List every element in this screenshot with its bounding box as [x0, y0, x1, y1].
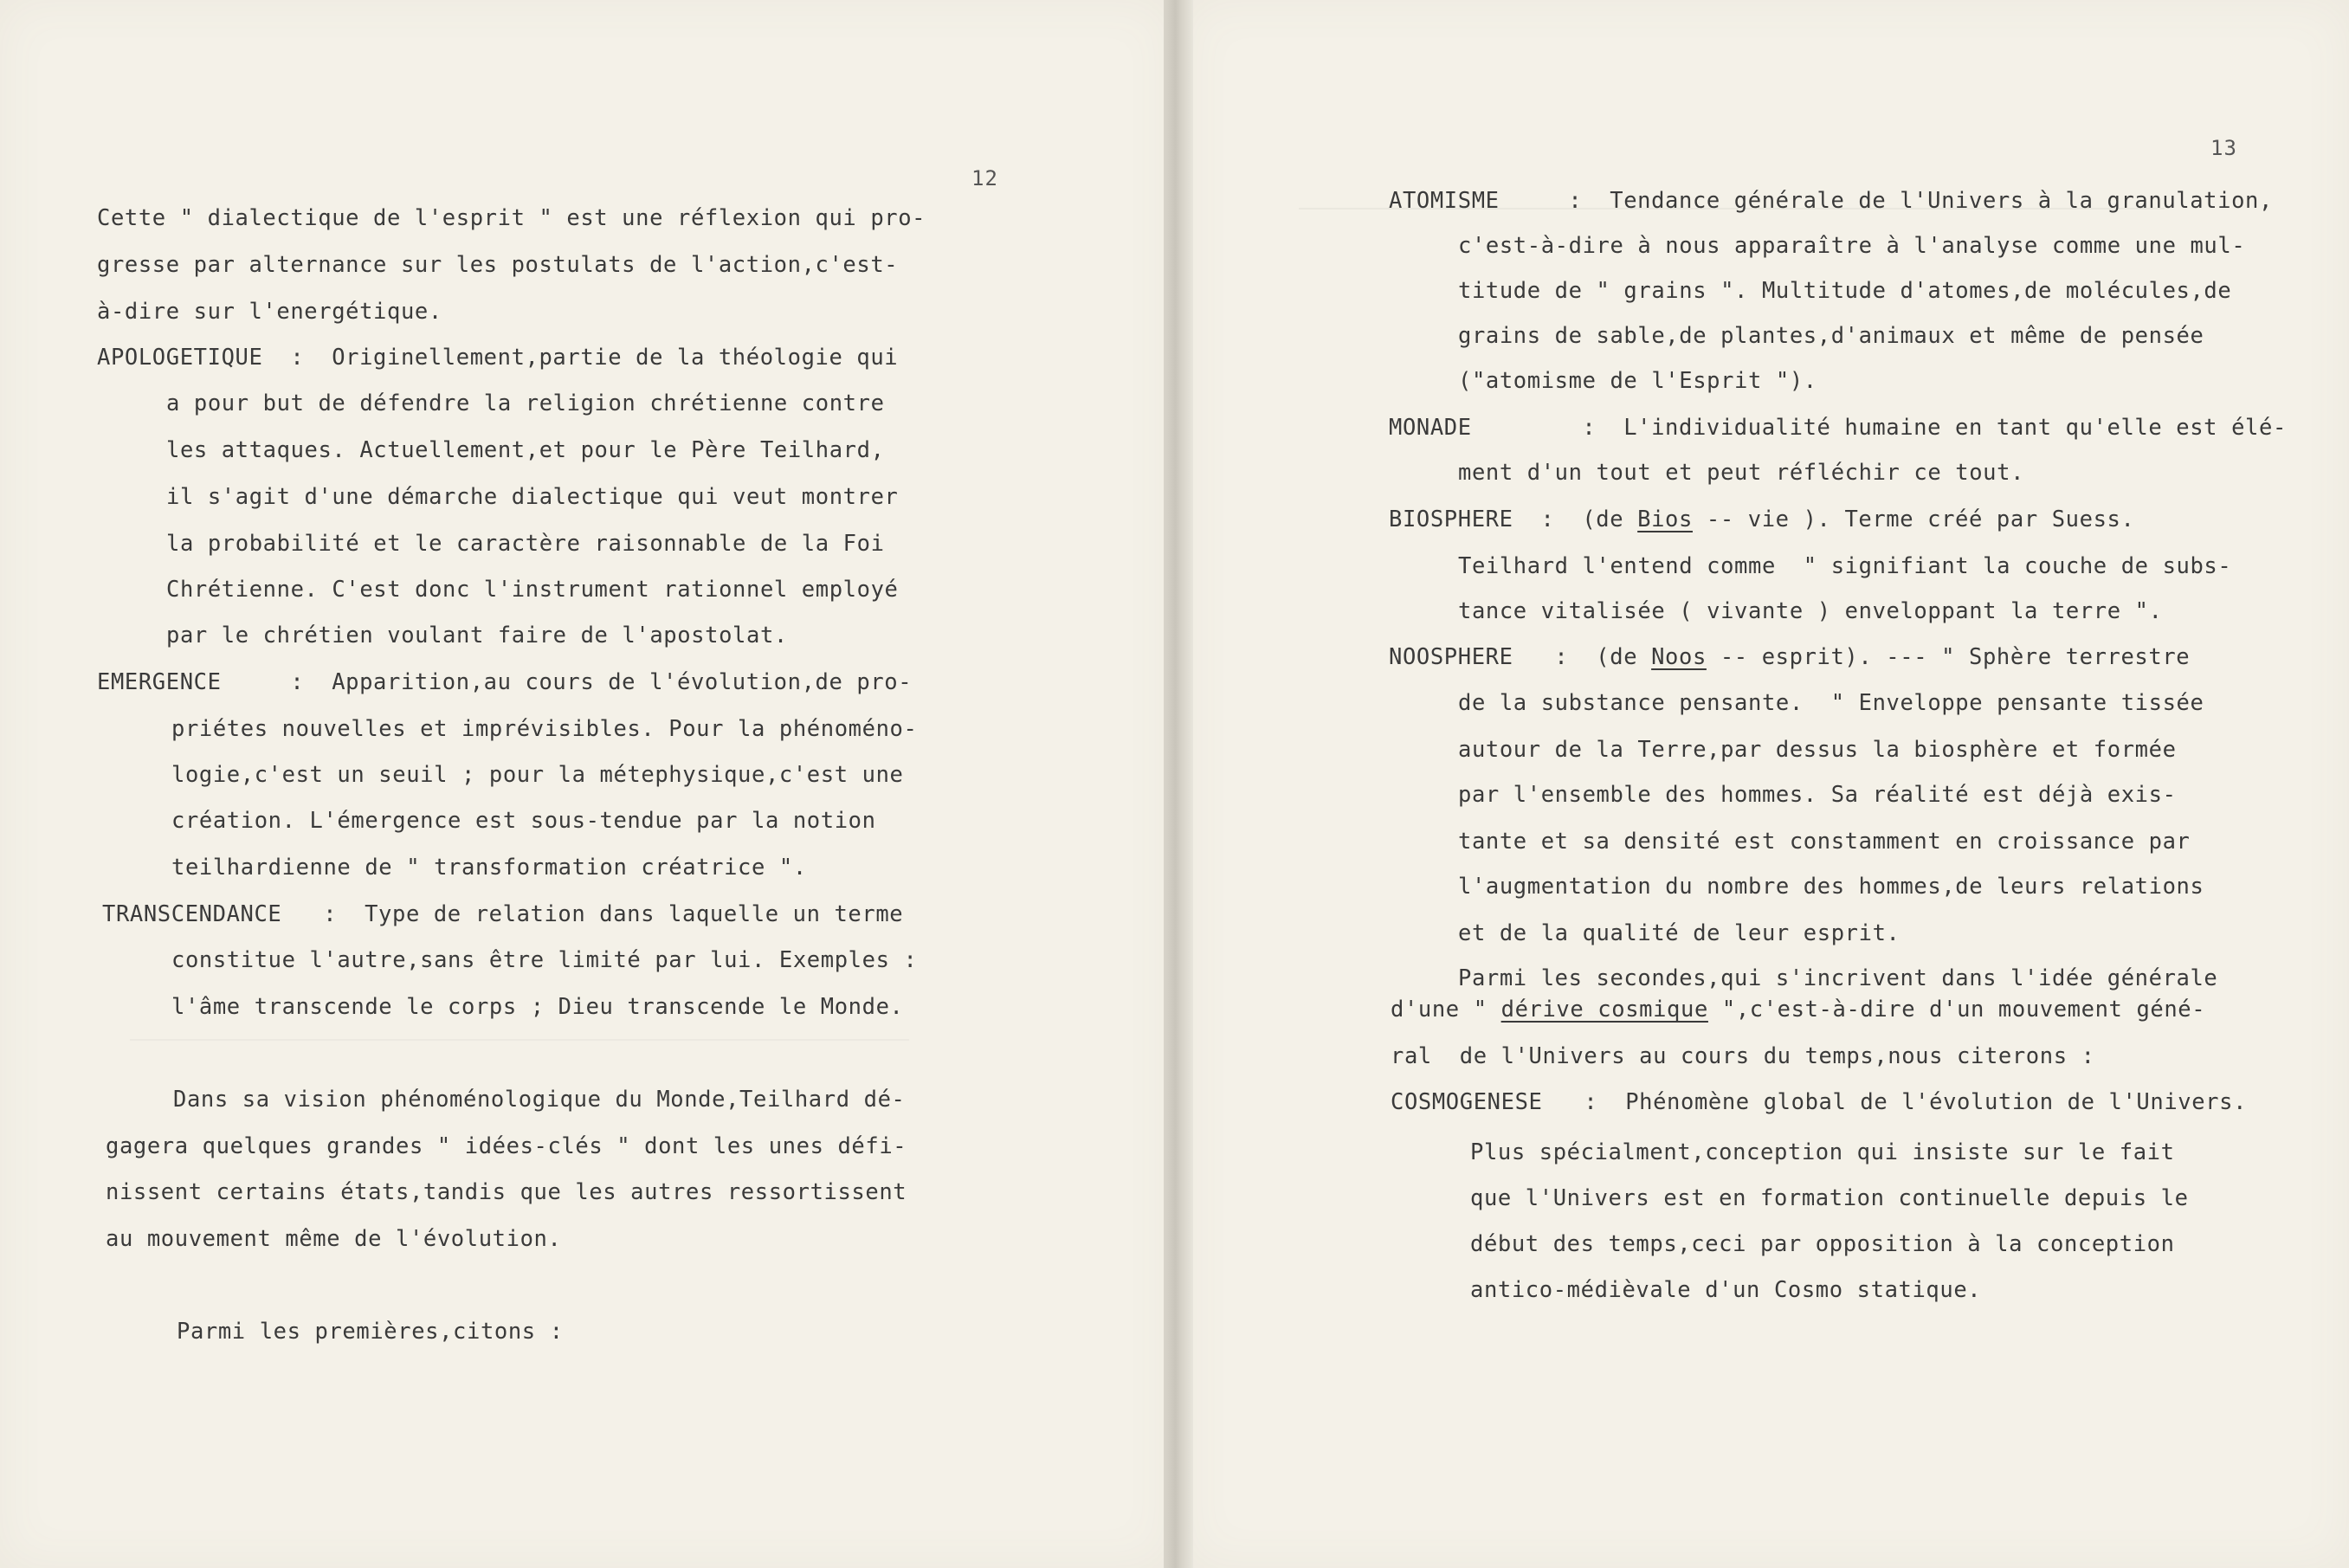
glossary-entry-biosphere — [1389, 506, 2134, 533]
underlined-term: dérive cosmique — [1500, 997, 1708, 1023]
text-fragment: BIOSPHERE : (de — [1389, 507, 1638, 532]
text-line: Parmi les secondes,qui s'incrivent dans l'idée générale — [1458, 965, 2218, 991]
book-gutter — [1164, 0, 1193, 1568]
text-line: à-dire sur l'energétique. — [97, 299, 442, 325]
text-line: par l'ensemble des hommes. Sa réalité est déjà exis- — [1458, 782, 2177, 808]
text-line: création. L'émergence est sous-tendue par la notion — [171, 808, 876, 834]
text-line: Parmi les premières,citons : — [177, 1319, 564, 1345]
glossary-entry-apologetique: APOLOGETIQUE : Originellement,partie de la théologie qui — [97, 345, 899, 371]
text-fragment: ",c'est-à-dire d'un mouvement géné- — [1707, 997, 2206, 1023]
text-line: antico-médièvale d'un Cosmo statique. — [1470, 1277, 1982, 1303]
page-number: 12 — [971, 166, 998, 190]
text-line: logie,c'est un seuil ; pour la métephysique,c'est une — [171, 762, 904, 788]
text-line: début des temps,ceci par opposition à la conception — [1470, 1231, 2175, 1257]
text-line: au mouvement même de l'évolution. — [106, 1226, 562, 1252]
text-line: Cette " dialectique de l'esprit " est une réflexion qui pro- — [97, 205, 926, 231]
text-line: ment d'un tout et peut réfléchir ce tout. — [1458, 460, 2025, 486]
text-line: priétes nouvelles et imprévisibles. Pour la phénoméno- — [171, 716, 918, 742]
text-line: ral de l'Univers au cours du temps,nous citerons : — [1391, 1043, 2095, 1069]
text-line: autour de la Terre,par dessus la biosphère et formée — [1458, 737, 2177, 763]
text-fragment: NOOSPHERE : (de — [1389, 644, 1652, 670]
text-line: teilhardienne de " transformation créatrice ". — [171, 855, 807, 881]
underlined-term: Bios — [1637, 507, 1693, 532]
text-fragment: -- vie ). Terme créé par Suess. — [1692, 507, 2135, 532]
text-line: titude de " grains ". Multitude d'atomes,de molécules,de — [1458, 278, 2232, 304]
show-through-mark — [130, 1039, 909, 1058]
text-line: que l'Univers est en formation continuelle depuis le — [1470, 1185, 2189, 1211]
text-line: tance vitalisée ( vivante ) enveloppant la terre ". — [1458, 598, 2163, 624]
text-line: par le chrétien voulant faire de l'apostolat. — [166, 623, 788, 648]
glossary-entry-cosmogenese: COSMOGENESE : Phénomène global de l'évolution de l'Univers. — [1391, 1089, 2248, 1115]
text-line: nissent certains états,tandis que les autres ressortissent — [106, 1179, 907, 1205]
text-line: c'est-à-dire à nous apparaître à l'analyse comme une mul- — [1458, 233, 2246, 259]
text-line: l'âme transcende le corps ; Dieu transcende le Monde. — [171, 994, 904, 1020]
text-line: ("atomisme de l'Esprit "). — [1458, 368, 1817, 394]
underlined-term: Noos — [1651, 644, 1707, 670]
text-fragment: d'une " — [1391, 997, 1501, 1023]
text-line: a pour but de défendre la religion chrétienne contre — [166, 390, 885, 416]
text-line: Dans sa vision phénoménologique du Monde,Teilhard dé- — [173, 1087, 906, 1113]
text-line: grains de sable,de plantes,d'animaux et même de pensée — [1458, 323, 2204, 349]
page-number: 13 — [2210, 136, 2237, 160]
text-fragment: -- esprit). --- " Sphère terrestre — [1706, 644, 2191, 670]
text-line: tante et sa densité est constamment en croissance par — [1458, 829, 2191, 855]
text-line: gagera quelques grandes " idées-clés " dont les unes défi- — [106, 1133, 907, 1159]
text-line: Plus spécialment,conception qui insiste sur le fait — [1470, 1139, 2175, 1165]
text-line: la probabilité et le caractère raisonnable de la Foi — [166, 531, 885, 557]
glossary-entry-atomisme: ATOMISME : Tendance générale de l'Univers à la granulation, — [1389, 188, 2273, 214]
text-line: il s'agit d'une démarche dialectique qui veut montrer — [166, 484, 899, 510]
text-line: l'augmentation du nombre des hommes,de leurs relations — [1458, 874, 2204, 900]
text-line: constitue l'autre,sans être limité par lui. Exemples : — [171, 947, 918, 973]
text-line: les attaques. Actuellement,et pour le Père Teilhard, — [166, 437, 885, 463]
glossary-entry-noosphere — [1389, 643, 2190, 671]
text-line: gresse par alternance sur les postulats de l'action,c'est- — [97, 252, 899, 278]
glossary-entry-monade: MONADE : L'individualité humaine en tant qu'elle est élé- — [1389, 415, 2287, 441]
glossary-entry-transcendance: TRANSCENDANCE : Type de relation dans laquelle un terme — [102, 901, 904, 927]
text-line: de la substance pensante. " Enveloppe pensante tissée — [1458, 690, 2204, 716]
text-line: Chrétienne. C'est donc l'instrument rationnel employé — [166, 577, 899, 603]
text-line — [1391, 996, 2205, 1023]
glossary-entry-emergence: EMERGENCE : Apparition,au cours de l'évolution,de pro- — [97, 669, 913, 695]
text-line: et de la qualité de leur esprit. — [1458, 920, 1900, 946]
text-line: Teilhard l'entend comme " signifiant la couche de subs- — [1458, 553, 2232, 579]
